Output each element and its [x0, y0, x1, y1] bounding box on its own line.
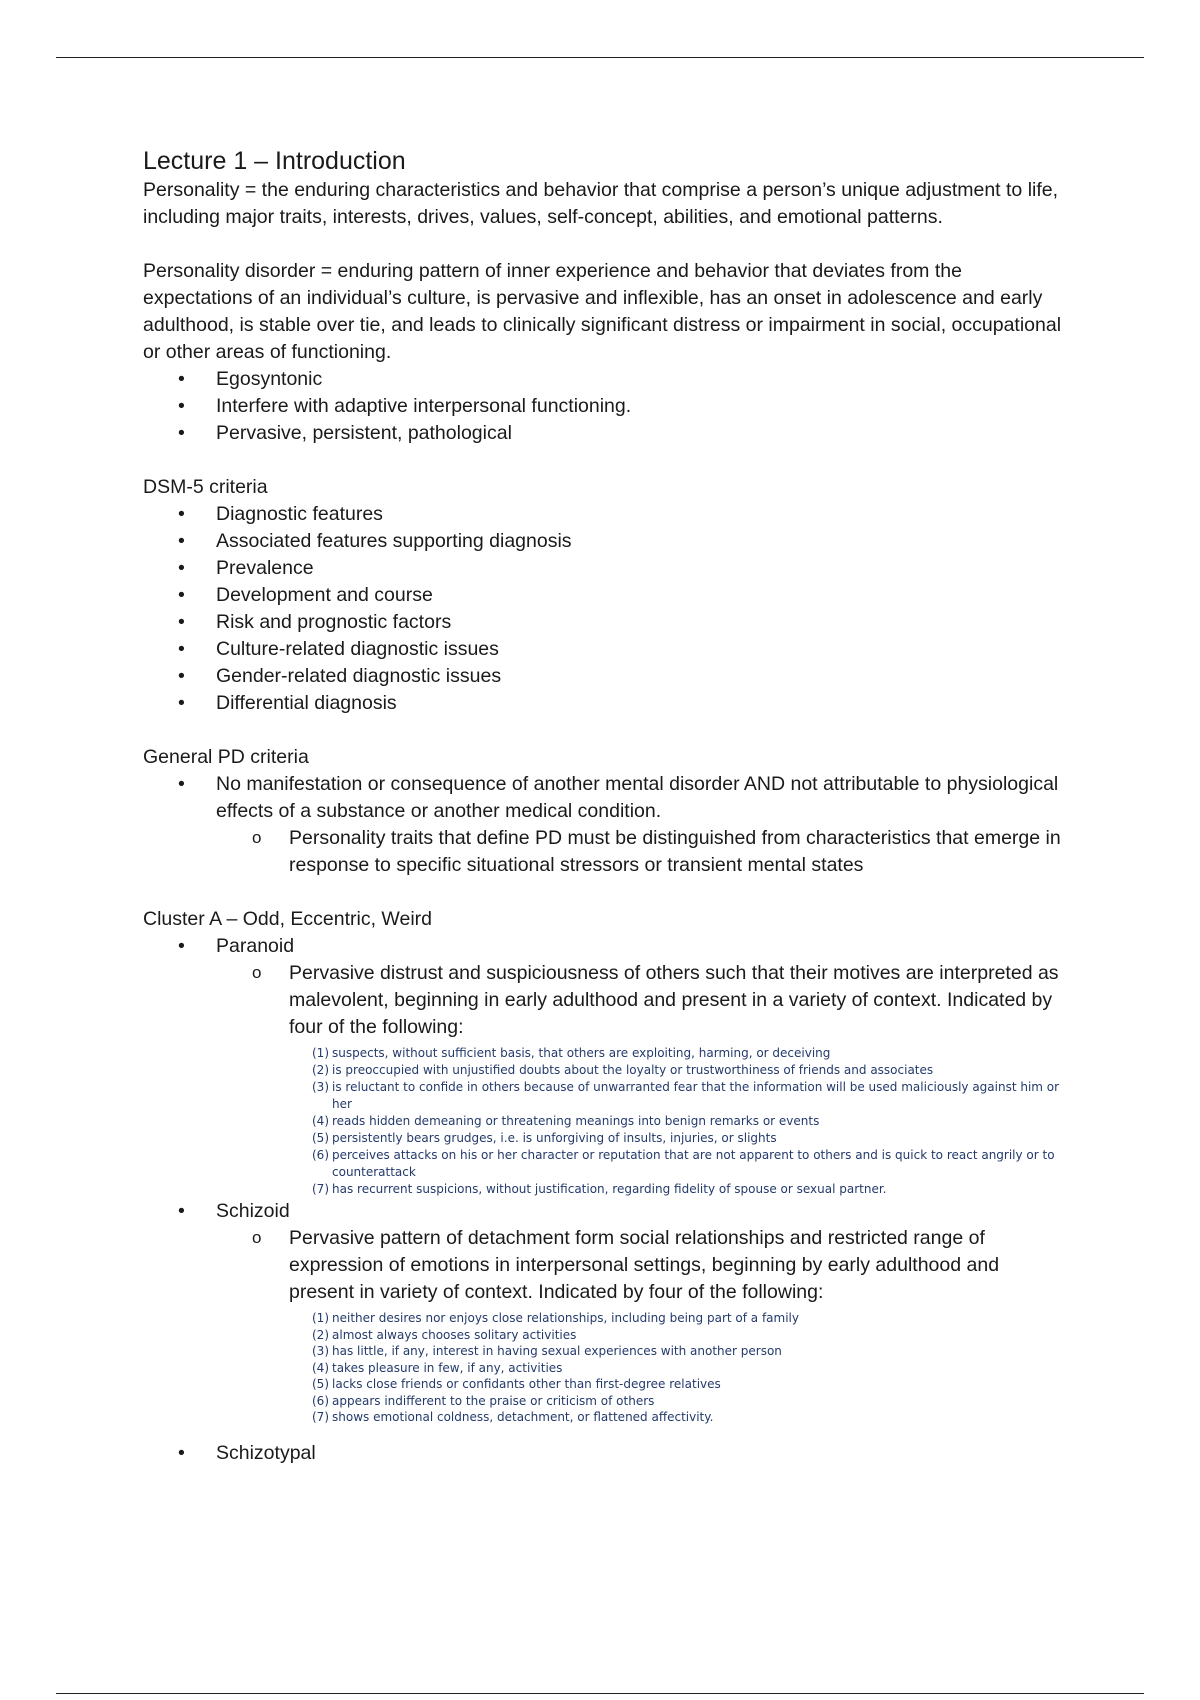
list-item	[143, 771, 1063, 879]
general-pd-list	[143, 771, 1063, 879]
footer-rule	[56, 1693, 1144, 1694]
criteria-text: has recurrent suspicions, without justification, regarding fidelity of spouse or sexual partner.	[332, 1182, 887, 1196]
criteria-item	[312, 1327, 1063, 1344]
criteria-item	[312, 1147, 1063, 1181]
criteria-text: reads hidden demeaning or threatening meanings into benign remarks or events	[332, 1114, 820, 1128]
schizoid-description	[216, 1225, 1063, 1426]
criteria-number: (3)	[312, 1344, 329, 1358]
general-pd-sublist	[216, 825, 1063, 879]
sub-list-item: o Personality traits that define PD must be distinguished from characteristics that emerge in response to specific situational stressors or transient mental states	[216, 825, 1063, 879]
criteria-text: has little, if any, interest in having sexual experiences with another person	[332, 1344, 782, 1358]
cluster-a-list	[143, 933, 1063, 1467]
criteria-text: perceives attacks on his or her character or reputation that are not apparent to others and is quick to react angrily or to counterattack	[332, 1148, 1055, 1179]
paranoid-desc-text: Pervasive distrust and suspiciousness of others such that their motives are interpreted as malevolent, beginning in early adulthood and present in a variety of context. Indicated by four of the following:	[289, 962, 1059, 1038]
criteria-number: (6)	[312, 1393, 329, 1408]
criteria-item	[312, 1113, 1063, 1130]
criteria-item	[312, 1376, 1063, 1393]
header-rule	[56, 57, 1144, 58]
criteria-text: takes pleasure in few, if any, activities	[332, 1360, 563, 1375]
dsm-heading: DSM-5 criteria	[143, 476, 268, 498]
document-body	[143, 145, 1063, 1467]
criteria-text: neither desires nor enjoys close relationships, including being part of a family	[332, 1311, 799, 1325]
criteria-item	[312, 1360, 1063, 1377]
criteria-item	[312, 1310, 1063, 1327]
criteria-text: lacks close friends or confidants other than first-degree relatives	[332, 1377, 721, 1391]
list-item: • Risk and prognostic factors	[143, 609, 1063, 636]
criteria-item	[312, 1181, 1063, 1198]
personality-definition: Personality = the enduring characteristics and behavior that comprise a person’s unique adjustment to life, including major traits, interests, drives, values, self-concept, abilities, and emotional patterns.	[143, 179, 1059, 228]
list-item: • Pervasive, persistent, pathological	[143, 420, 1063, 447]
criteria-number: (7)	[312, 1182, 329, 1196]
lecture-title: Lecture 1 – Introduction	[143, 147, 406, 175]
criteria-number: (5)	[312, 1131, 329, 1145]
criteria-text: shows emotional coldness, detachment, or flattened affectivity.	[332, 1410, 714, 1424]
criteria-number: (4)	[312, 1360, 329, 1375]
criteria-number: (2)	[312, 1327, 329, 1342]
list-item: • Culture-related diagnostic issues	[143, 636, 1063, 663]
criteria-number: (7)	[312, 1410, 329, 1424]
schizoid-criteria-list	[289, 1310, 1063, 1426]
criteria-text: is preoccupied with unjustified doubts about the loyalty or trustworthiness of friends and associates	[332, 1063, 934, 1077]
criteria-text: suspects, without sufficient basis, that others are exploiting, harming, or deceiving	[332, 1046, 831, 1060]
list-item: • Associated features supporting diagnosis	[143, 528, 1063, 555]
list-item: • Interfere with adaptive interpersonal functioning.	[143, 393, 1063, 420]
paranoid-item	[143, 933, 1063, 1198]
criteria-number: (3)	[312, 1080, 329, 1094]
list-item: • Prevalence	[143, 555, 1063, 582]
criteria-item	[312, 1045, 1063, 1062]
criteria-number: (1)	[312, 1046, 329, 1060]
list-item: • Diagnostic features	[143, 501, 1063, 528]
paranoid-sublist	[216, 960, 1063, 1198]
criteria-item	[312, 1393, 1063, 1410]
general-pd-criterion: No manifestation or consequence of another mental disorder AND not attributable to physiological effects of a substance or another medical condition.	[216, 773, 1059, 822]
cluster-a-heading: Cluster A – Odd, Eccentric, Weird	[143, 908, 433, 930]
paranoid-label: Paranoid	[216, 935, 295, 957]
schizoid-item	[143, 1198, 1063, 1440]
pd-characteristics-list	[143, 366, 1063, 447]
personality-disorder-definition: Personality disorder = enduring pattern of inner experience and behavior that deviates from the expectations of an individual’s culture, is pervasive and inflexible, has an onset in adolescence and early adulthood, is stable over tie, and leads to clinically significant distress or impairment in social, occupational or other areas of functioning.	[143, 260, 1062, 363]
list-item: • Egosyntonic	[143, 366, 1063, 393]
criteria-item	[312, 1079, 1063, 1113]
paranoid-criteria-list	[289, 1045, 1063, 1198]
criteria-item	[312, 1343, 1063, 1360]
list-item: • Differential diagnosis	[143, 690, 1063, 717]
criteria-number: (5)	[312, 1377, 329, 1391]
criteria-text: appears indifferent to the praise or criticism of others	[332, 1393, 655, 1408]
criteria-item	[312, 1062, 1063, 1079]
general-pd-heading: General PD criteria	[143, 746, 309, 768]
schizotypal-item: • Schizotypal	[143, 1440, 1063, 1467]
criteria-text: persistently bears grudges, i.e. is unforgiving of insults, injuries, or slights	[332, 1131, 777, 1145]
schizoid-label: Schizoid	[216, 1200, 290, 1222]
criteria-text: almost always chooses solitary activities	[332, 1327, 577, 1342]
criteria-text: is reluctant to confide in others because of unwarranted fear that the information will be used maliciously against him or her	[332, 1080, 1060, 1111]
criteria-number: (4)	[312, 1114, 329, 1128]
criteria-item	[312, 1409, 1063, 1426]
criteria-number: (2)	[312, 1063, 329, 1077]
criteria-item	[312, 1130, 1063, 1147]
schizoid-sublist	[216, 1225, 1063, 1426]
criteria-number: (1)	[312, 1311, 329, 1325]
list-item: • Gender-related diagnostic issues	[143, 663, 1063, 690]
paranoid-description	[216, 960, 1063, 1198]
list-item: • Development and course	[143, 582, 1063, 609]
schizoid-desc-text: Pervasive pattern of detachment form social relationships and restricted range of expression of emotions in interpersonal settings, beginning by early adulthood and present in variety of context. Indicated by four of the following:	[289, 1227, 1000, 1303]
criteria-number: (6)	[312, 1148, 329, 1162]
dsm-criteria-list	[143, 501, 1063, 717]
